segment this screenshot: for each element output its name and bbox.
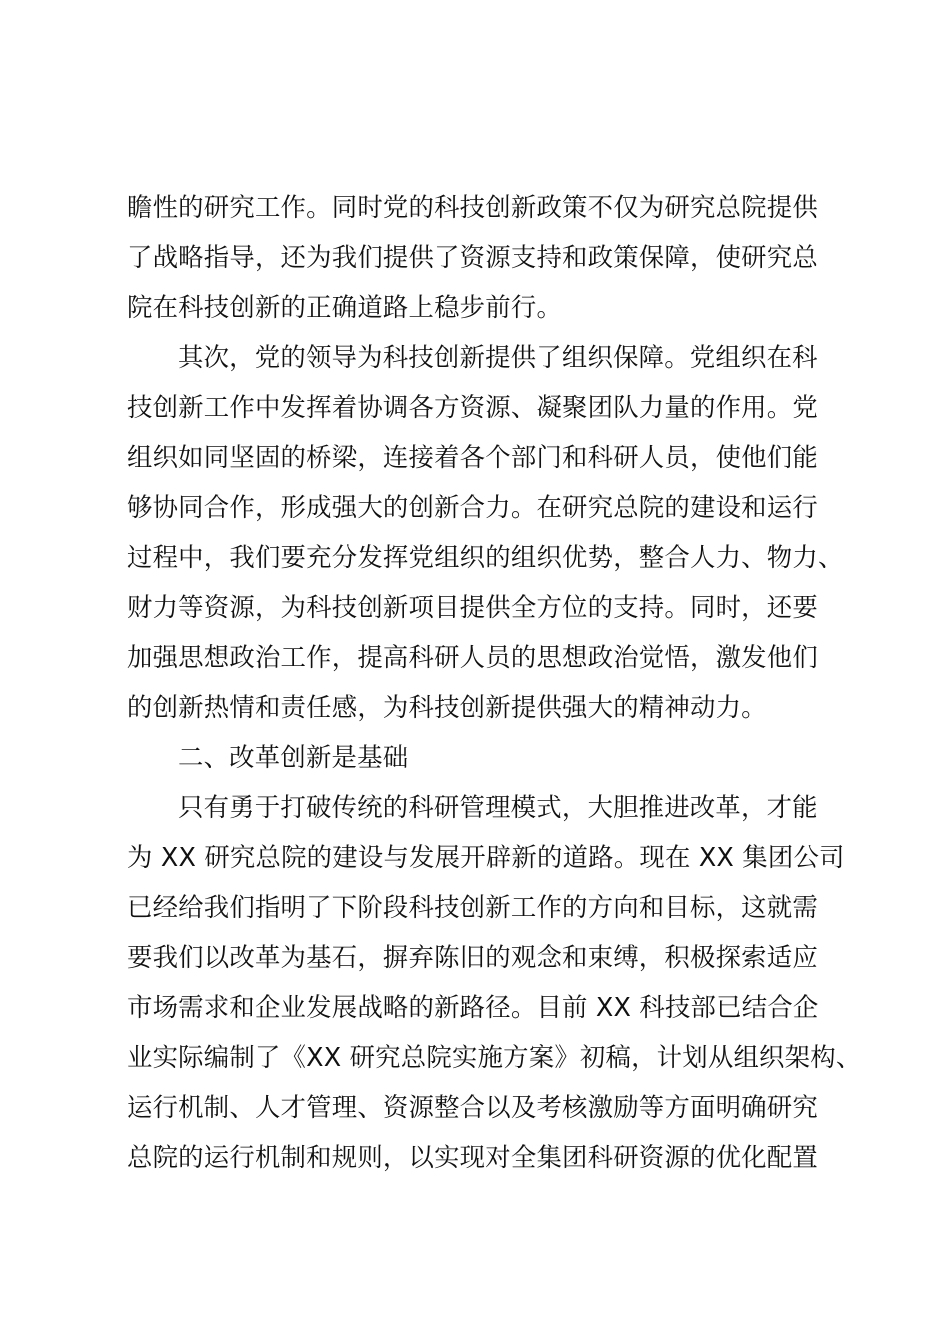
text-line: 总院的运行机制和规则，以实现对全集团科研资源的优化配置: [127, 1142, 818, 1172]
text-line: 组织如同坚固的桥梁，连接着各个部门和科研人员，使他们能: [127, 442, 818, 472]
text-line: 瞻性的研究工作。同时党的科技创新政策不仅为研究总院提供: [127, 192, 818, 222]
text-line: 财力等资源，为科技创新项目提供全方位的支持。同时，还要: [127, 592, 818, 622]
paragraph-start-line: 只有勇于打破传统的科研管理模式，大胆推进改革，才能: [178, 792, 818, 822]
text-line: 够协同合作，形成强大的创新合力。在研究总院的建设和运行: [127, 492, 818, 522]
text-line: 了战略指导，还为我们提供了资源支持和政策保障，使研究总: [127, 242, 818, 272]
text-line: 运行机制、人才管理、资源整合以及考核激励等方面明确研究: [127, 1092, 818, 1122]
text-line: 院在科技创新的正确道路上稳步前行。: [127, 292, 563, 322]
text-line: 已经给我们指明了下阶段科技创新工作的方向和目标，这就需: [127, 892, 818, 922]
text-line: 业实际编制了《XX 研究总院实施方案》初稿，计划从组织架构、: [127, 1042, 862, 1072]
text-line: 市场需求和企业发展战略的新路径。目前 XX 科技部已结合企: [127, 992, 819, 1022]
body-text: [127, 182, 862, 1182]
text-line: 为 XX 研究总院的建设与发展开辟新的道路。现在 XX 集团公司: [127, 842, 845, 872]
text-line: 的创新热情和责任感，为科技创新提供强大的精神动力。: [127, 692, 767, 722]
text-line: 技创新工作中发挥着协调各方资源、凝聚团队力量的作用。党: [127, 392, 818, 422]
text-line: 加强思想政治工作，提高科研人员的思想政治觉悟，激发他们: [127, 642, 818, 672]
paragraph-start-line: 其次，党的领导为科技创新提供了组织保障。党组织在科: [178, 342, 818, 372]
text-line: 过程中，我们要充分发挥党组织的组织优势，整合人力、物力、: [127, 542, 844, 572]
section-heading: 二、改革创新是基础: [178, 742, 409, 772]
text-line: 要我们以改革为基石，摒弃陈旧的观念和束缚，积极探索适应: [127, 942, 818, 972]
